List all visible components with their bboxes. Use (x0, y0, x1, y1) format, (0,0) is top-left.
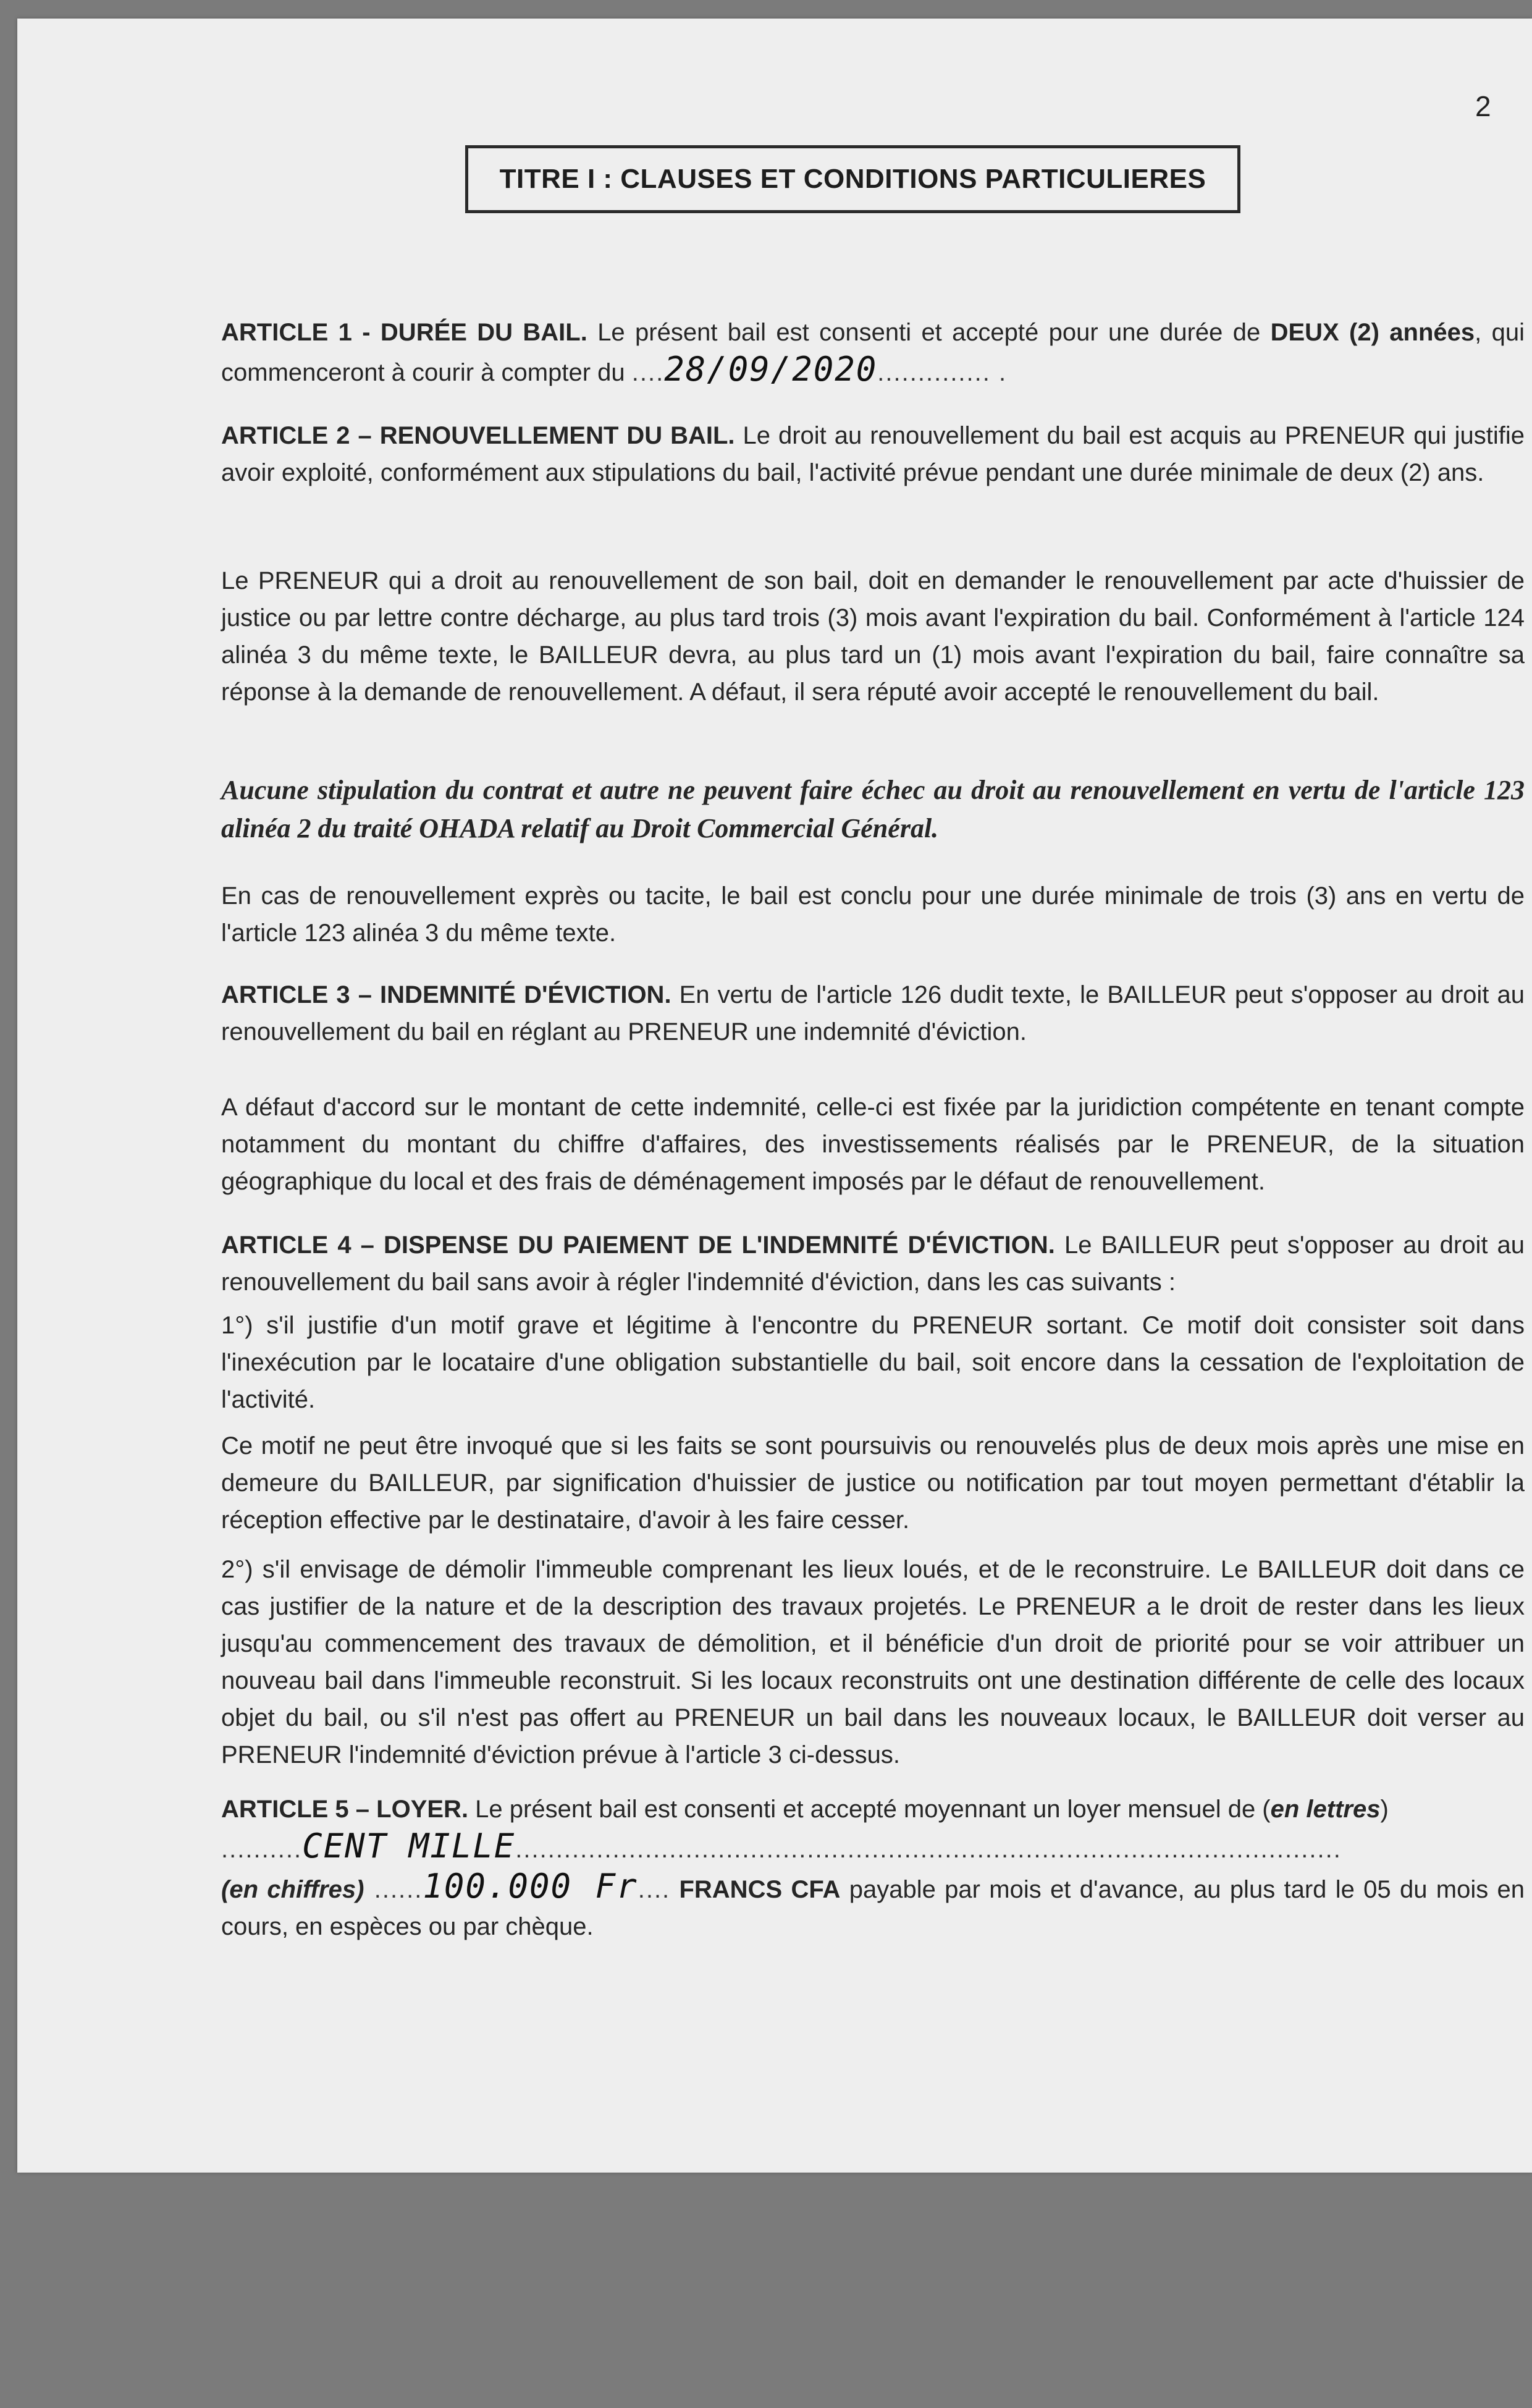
article-4-p3: Ce motif ne peut être invoqué que si les faits se sont poursuivis ou renouvelés plus de deux mois après une mise en demeure du BAILLEUR, par signification d'huissier de justice ou notification par tout moyen permettant d'établir la réception effective par le destinataire, d'avoir à les faire cesser. (221, 1432, 1525, 1534)
article-3-heading: ARTICLE 3 – INDEMNITÉ D'ÉVICTION. (221, 981, 671, 1008)
article-5-text-a: Le présent bail est consenti et accepté moyennant un loyer mensuel de ( (468, 1796, 1271, 1823)
article-4-text: Le BAILLEUR peut s'opposer au droit au renouvellement du bail sans avoir à régler l'indemnité d'éviction, dans les cas suivants : (221, 1231, 1525, 1296)
article-5-dots-4: .... (638, 1876, 671, 1903)
article-1 (221, 314, 1525, 391)
article-1-text-b: , qui commenceront à courir à compter du (221, 319, 1525, 386)
article-1-dots-after: .............. . (877, 359, 1008, 386)
article-1-heading: ARTICLE 1 - DURÉE DU BAIL. (221, 319, 587, 346)
article-5-francs-cfa: FRANCS CFA (670, 1876, 841, 1903)
article-2-emphasis: Aucune stipulation du contrat et autre ne peuvent faire échec au droit au renouvellement en vertu de l'article 123 alinéa 2 du traité OHADA relatif au Droit Commercial Général. (221, 775, 1525, 843)
article-5 (221, 1791, 1525, 1945)
article-5-amount-words: CENT MILLE (302, 1827, 516, 1865)
document-page (17, 19, 1532, 2173)
article-5-en-lettres: en lettres (1270, 1796, 1381, 1823)
article-3-text: En vertu de l'article 126 dudit texte, le BAILLEUR peut s'opposer au droit au renouvellement du bail en réglant au PRENEUR une indemnité d'éviction. (221, 981, 1525, 1046)
article-2-p4: En cas de renouvellement exprès ou tacite, le bail est conclu pour une durée minimale de trois (3) ans en vertu de l'article 123 alinéa 3 du même texte. (221, 882, 1525, 947)
document-title: TITRE I : CLAUSES ET CONDITIONS PARTICULIERES (499, 164, 1206, 194)
article-5-heading: ARTICLE 5 – LOYER. (221, 1796, 469, 1823)
article-3-p1 (221, 976, 1525, 1050)
title-box (465, 145, 1240, 213)
article-4-p4: 2°) s'il envisage de démolir l'immeuble comprenant les lieux loués, et de le reconstruire. Le BAILLEUR doit dans ce cas justifier de la nature et de la description des travaux projetés. Le PRENEUR a le droit de rester dans les lieux jusqu'au commencement des travaux de démolition, et il bénéficie d'un droit de priorité pour se voir attribuer un nouveau bail dans l'immeuble reconstruit. Si les locaux reconstruits ont une destination différente de celle des locaux objet du bail, ou s'il n'est pas offert au PRENEUR un bail dans les nouveaux locaux, le BAILLEUR doit verser au PRENEUR l'indemnité d'éviction prévue à l'article 3 ci-dessus. (221, 1556, 1525, 1768)
article-4-heading: ARTICLE 4 – DISPENSE DU PAIEMENT DE L'INDEMNITÉ D'ÉVICTION. (221, 1231, 1055, 1259)
article-5-text-b: ) (1380, 1796, 1389, 1823)
article-2-text: Le droit au renouvellement du bail est acquis au PRENEUR qui justifie avoir exploité, conformément aux stipulations du bail, l'activité prévue pendant une durée minimale de deux (2) ans. (221, 422, 1525, 486)
page-number: 2 (1475, 90, 1491, 122)
article-5-amount-figures: 100.000 Fr (423, 1867, 638, 1906)
article-1-duration: DEUX (2) années (1270, 319, 1475, 346)
article-2-p2: Le PRENEUR qui a droit au renouvellement de son bail, doit en demander le renouvellement par acte d'huissier de justice ou par lettre contre décharge, au plus tard trois (3) mois avant l'expiration du bail. Conformément à l'article 124 alinéa 3 du même texte, le BAILLEUR devra, au plus tard un (1) mois avant l'expiration du bail, faire connaître sa réponse à la demande de renouvellement. A défaut, il sera réputé avoir accepté le renouvellement du bail. (221, 567, 1525, 706)
article-5-text-c: payable par mois et d'avance, au plus tard le 05 du mois en cours, en espèces ou par chèque. (221, 1876, 1525, 1940)
article-1-start-date: 28/09/2020 (664, 350, 878, 389)
article-4-p2: 1°) s'il justifie d'un motif grave et légitime à l'encontre du PRENEUR sortant. Ce motif doit consister soit dans l'inexécution par le locataire d'une obligation substantielle du bail, soit encore dans la cessation de l'exploitation de l'activité. (221, 1312, 1525, 1413)
article-4-p1 (221, 1227, 1525, 1301)
article-5-dots-3: ...... (364, 1876, 423, 1903)
article-2-heading: ARTICLE 2 – RENOUVELLEMENT DU BAIL. (221, 422, 735, 449)
article-5-dots-1: .......... (221, 1836, 303, 1863)
article-5-dots-2: ...................................................................................................... (515, 1836, 1342, 1863)
article-5-en-chiffres: (en chiffres) (221, 1876, 364, 1903)
article-1-dots-before: .... (631, 359, 665, 386)
article-2-p1 (221, 417, 1525, 491)
article-1-text-a: Le présent bail est consenti et accepté pour une durée de (587, 319, 1271, 346)
article-3-p2: A défaut d'accord sur le montant de cette indemnité, celle-ci est fixée par la juridiction compétente en tenant compte notamment du montant du chiffre d'affaires, des investissements réalisés par le PRENEUR, de la situation géographique du local et des frais de déménagement imposés par le défaut de renouvellement. (221, 1094, 1525, 1195)
